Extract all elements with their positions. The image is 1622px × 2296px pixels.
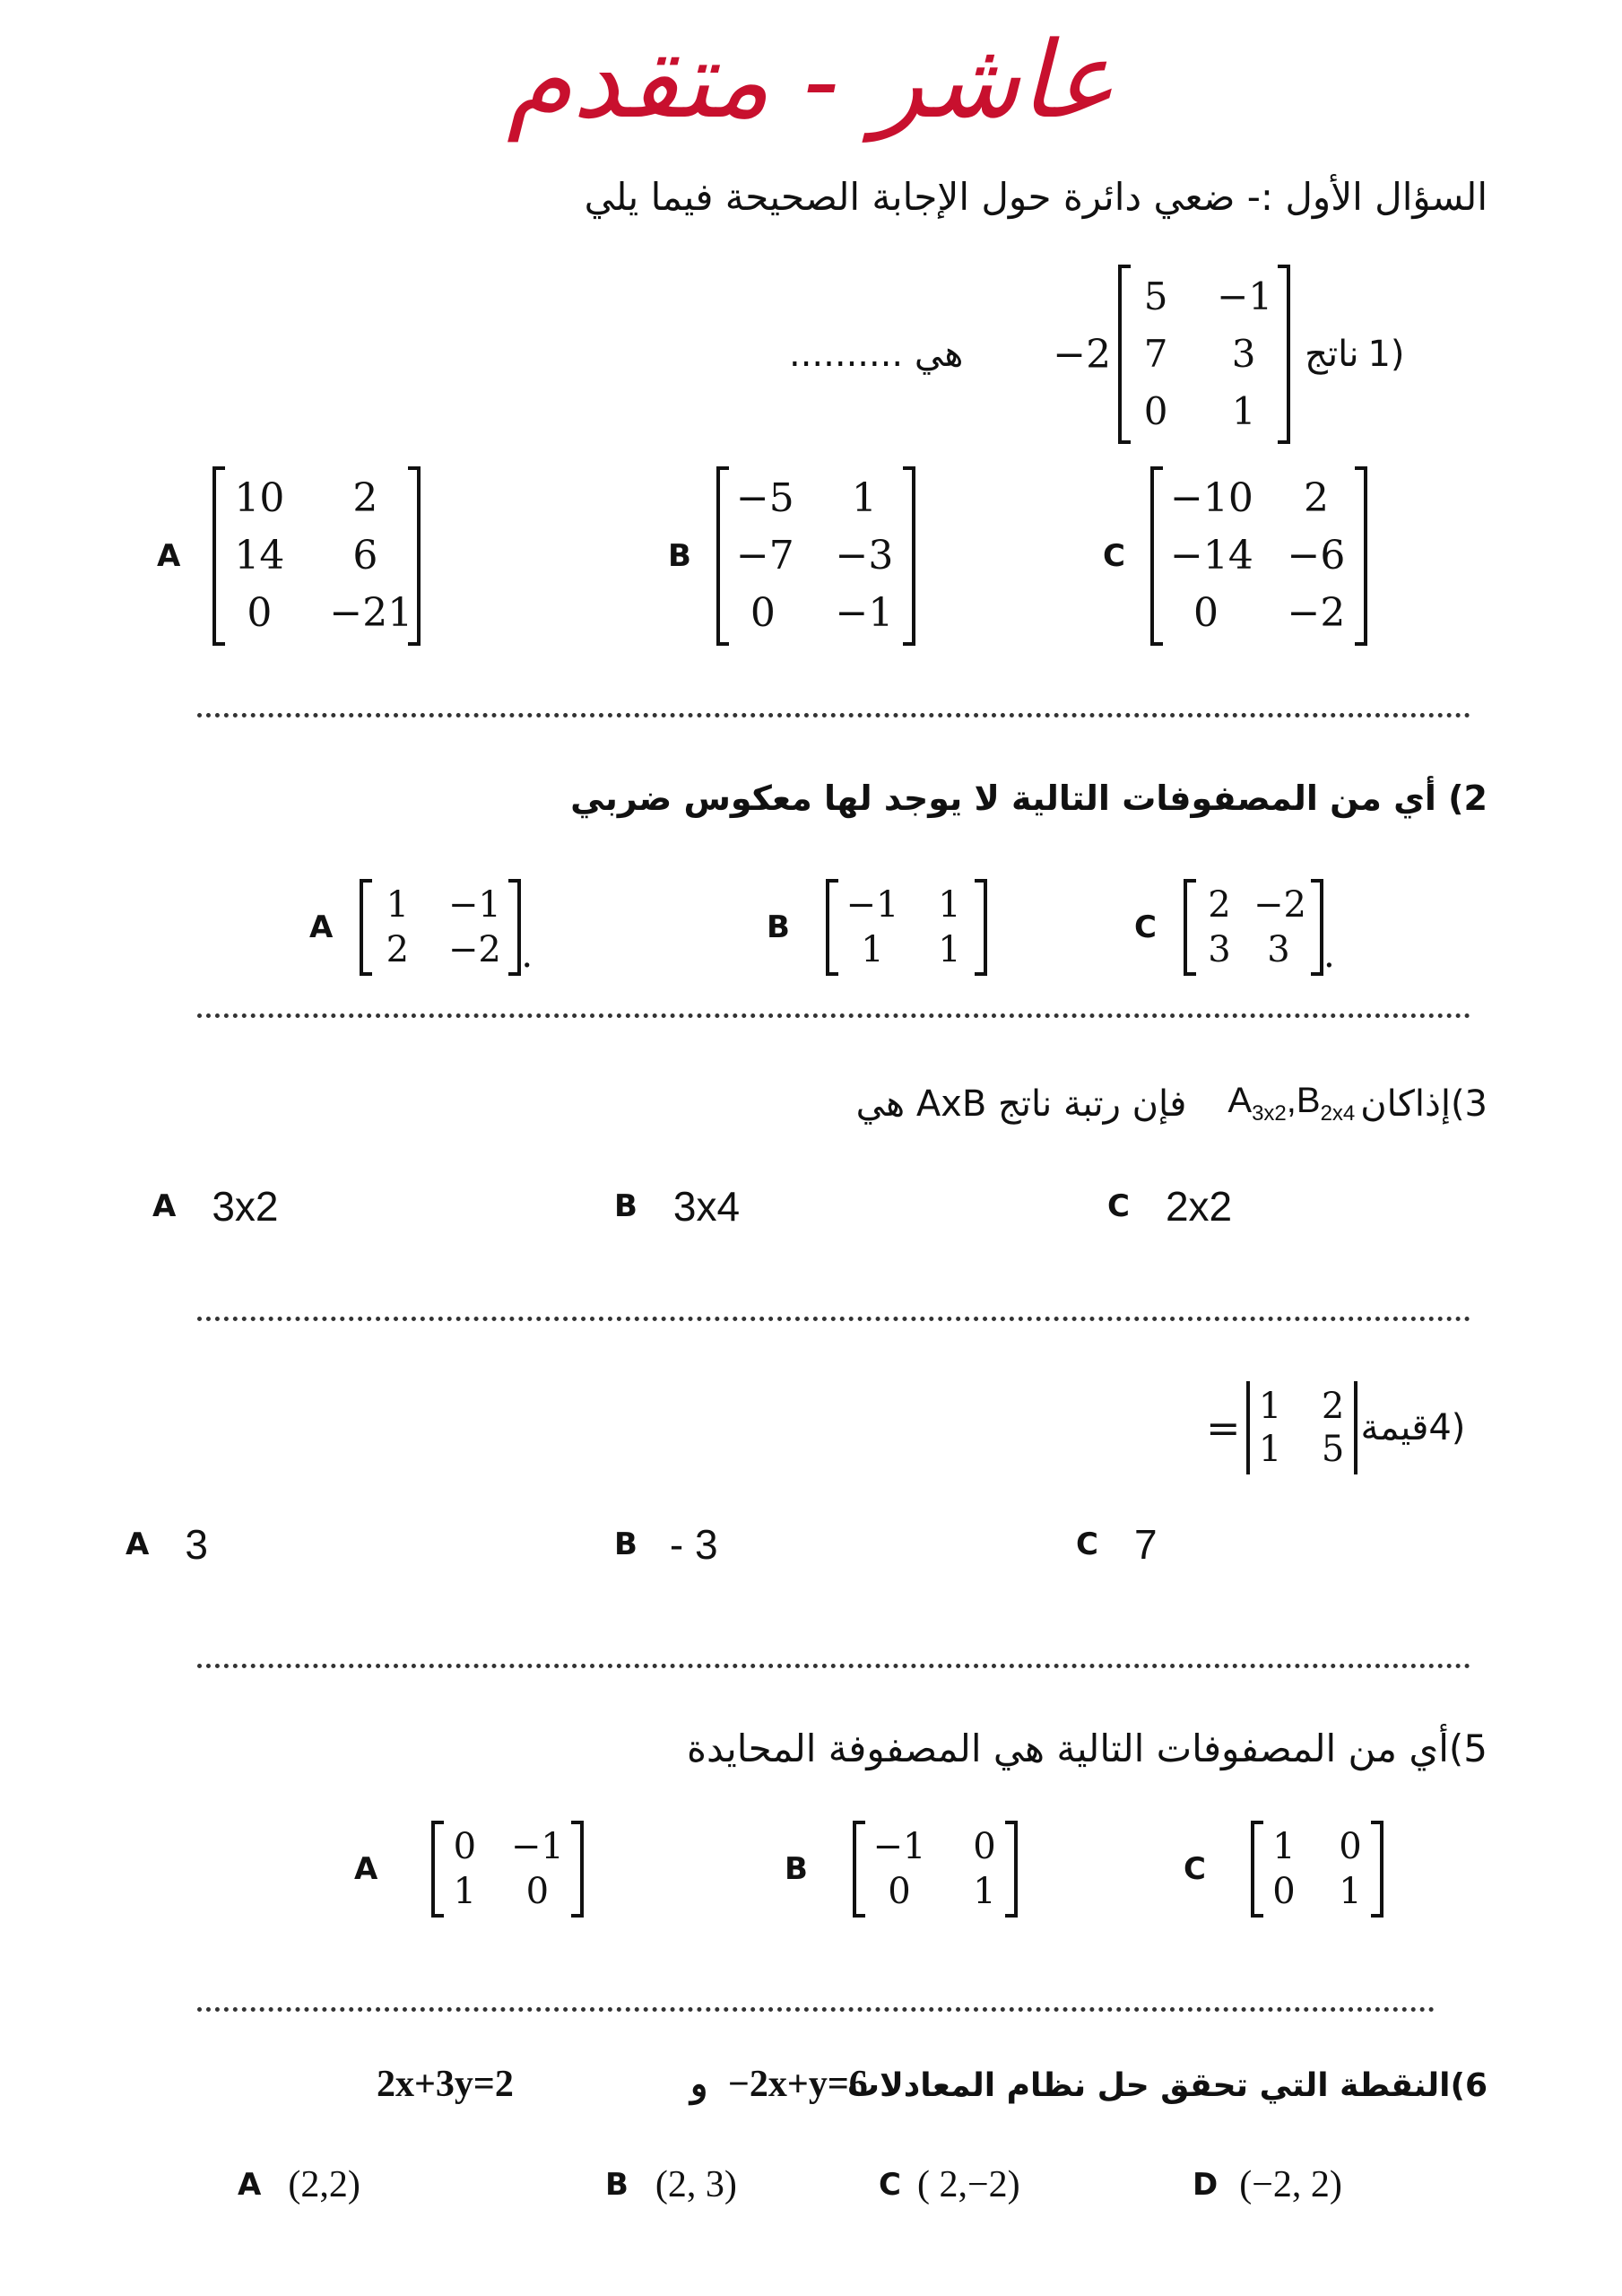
cell: 2 [1321,1386,1345,1427]
cell: 5 [1321,1429,1345,1470]
q3-prompt [856,1081,1488,1126]
cell: 1 [861,929,884,970]
q3-a: A [1227,1081,1253,1120]
q1-prompt [789,269,1405,439]
q1-m-11: 3 [1231,332,1256,376]
q2-option-a[interactable] [309,879,533,976]
q4-option-b[interactable] [614,1520,718,1569]
option-letter: B [785,1851,808,1887]
q6-option-b[interactable] [605,2163,737,2206]
option-letter: C [1076,1526,1098,1562]
option-matrix [360,879,521,976]
cell: 0 [1272,1871,1296,1912]
option-letter: A [238,2167,262,2203]
cell: 2 [352,475,378,521]
q1-option-c[interactable] [1103,466,1367,646]
cell: 1 [1258,1386,1282,1427]
option-letter: A [157,538,181,574]
q4-determinant [1246,1381,1357,1474]
q3-suffix: فإن رتبة ناتج AxB هي [855,1083,1187,1125]
q1-m-10: 7 [1143,332,1168,376]
option-matrix [826,879,987,976]
option-letter: B [668,538,691,574]
separator [197,1317,1470,1321]
q2-text: 2) أي من المصفوفات التالية لا يوجد لها معكوس ضربي [570,778,1488,818]
cell: −2 [1287,590,1346,636]
cell: 1 [453,1871,477,1912]
option-value: (2, 3) [655,2164,737,2205]
option-matrix [431,1821,584,1918]
cell: 2 [1208,884,1231,926]
cell: 2 [1303,475,1329,521]
option-letter: B [767,909,790,945]
option-value: 7 [1133,1521,1158,1568]
q3-option-a[interactable] [152,1182,279,1231]
cell: −14 [1169,533,1253,578]
cell: 1 [386,884,410,926]
option-matrix [213,466,421,646]
q6-option-d[interactable] [1193,2163,1342,2206]
cell: −5 [735,475,794,521]
q1-m-01: −1 [1217,274,1273,318]
cell: 0 [525,1871,550,1912]
cell: 0 [247,590,273,636]
q3-comma: , [1286,1081,1297,1120]
option-letter: B [614,1188,638,1224]
cell: −1 [846,884,899,926]
q3-a-sub: 3x2 [1252,1101,1287,1126]
cell: −21 [329,590,413,636]
option-matrix [1184,879,1323,976]
option-letter: B [605,2167,629,2203]
q5-option-b[interactable] [785,1821,1018,1918]
q1-option-b[interactable] [668,466,915,646]
separator [197,1013,1470,1018]
q4-prompt [1206,1381,1465,1474]
cell: 3 [1267,929,1290,970]
cell: 2 [386,929,410,970]
q5-option-c[interactable] [1184,1821,1383,1918]
option-value: 3x2 [212,1183,279,1230]
q3-b: B [1296,1081,1321,1120]
q5-text: 5)أي من المصفوفات التالية هي المصفوفة المحايدة [687,1726,1488,1770]
cell: −3 [835,533,894,578]
option-value: ( 2,−2) [916,2164,1020,2205]
cell: −2 [1253,884,1306,926]
q6-and: و [690,2063,708,2105]
q1-suffix: هي .......... [789,334,964,375]
cell: 0 [1339,1826,1362,1867]
q2-option-c[interactable] [1134,879,1335,976]
q1-prefix: ناتج [1305,334,1359,375]
separator [197,713,1470,718]
cell: 1 [851,475,877,521]
q6-text: 6)النقطة التي تحقق حل نظام المعادلات [846,2067,1488,2104]
option-matrix [1150,466,1367,646]
q1-m-21: 1 [1231,389,1256,433]
option-letter: B [614,1526,638,1562]
q3-prefix: إذاكان [1360,1083,1451,1125]
q3-dims [1227,1081,1355,1126]
cell: 1 [1339,1871,1362,1912]
cell: 1 [973,1871,996,1912]
separator [197,1664,1470,1668]
q1-m-20: 0 [1143,389,1168,433]
cell: 0 [750,590,776,636]
cell: 1 [938,929,961,970]
option-value: - 3 [669,1521,718,1568]
cell: 6 [352,533,378,578]
q4-equals: = [1206,1404,1241,1452]
cell: 1 [1272,1826,1296,1867]
cell: 10 [234,475,285,521]
cell: 0 [973,1826,996,1867]
option-letter: A [354,1851,378,1887]
q1-matrix [1118,265,1290,444]
q3-number: 3) [1450,1083,1488,1125]
cell: 0 [1193,590,1219,636]
cell: 0 [888,1871,911,1912]
option-letter: C [1184,1851,1206,1887]
option-letter: A [152,1188,177,1224]
page-title: عاشر - متقدم [507,18,1115,142]
trail-dot: . [1323,935,1335,976]
option-matrix [716,466,915,646]
q4-prefix: قيمة [1360,1407,1429,1448]
option-letter: C [1103,538,1125,574]
q6-option-a[interactable] [238,2163,360,2206]
option-letter: D [1193,2167,1219,2203]
q3-b-sub: 2x4 [1320,1101,1356,1126]
option-value: 3 [185,1521,208,1568]
cell: −2 [447,929,501,970]
option-letter: C [879,2167,901,2203]
instruction-text: السؤال الأول :- ضعي دائرة حول الإجابة الصحيحة فيما يلي [584,175,1488,219]
option-value: (2,2) [288,2164,360,2205]
cell: 3 [1208,929,1231,970]
cell: −1 [447,884,501,926]
cell: −10 [1169,475,1253,521]
option-value: (−2, 2) [1239,2164,1342,2205]
option-letter: A [309,909,334,945]
cell: −7 [735,533,794,578]
cell: 14 [234,533,285,578]
q1-number: 1) [1367,334,1405,375]
q3-option-c[interactable] [1107,1182,1232,1231]
cell: −1 [872,1826,926,1867]
cell: −1 [835,590,894,636]
option-letter: C [1107,1188,1130,1224]
q6-option-c[interactable] [879,2163,1020,2206]
option-value: 3x4 [672,1183,741,1230]
cell: 0 [453,1826,477,1867]
separator [197,2007,1435,2012]
cell: 1 [1258,1429,1282,1470]
q6-eq1: −2x+y=6 [728,2064,868,2105]
trail-dot: . [521,935,533,976]
q1-option-a[interactable] [157,466,421,646]
option-matrix [1251,1821,1383,1918]
q1-m-00: 5 [1143,274,1168,318]
q4-option-c[interactable] [1076,1520,1158,1569]
q4-option-a[interactable] [126,1520,208,1569]
cell: −1 [510,1826,564,1867]
q2-option-b[interactable] [767,879,987,976]
option-value: 2x2 [1165,1183,1233,1230]
option-matrix [853,1821,1018,1918]
option-letter: A [126,1526,150,1562]
q6-eq2: 2x+3y=2 [377,2064,514,2105]
option-letter: C [1134,909,1157,945]
q4-number: 4) [1428,1407,1466,1448]
q1-scalar: −2 [1053,331,1112,378]
q5-option-a[interactable] [354,1821,584,1918]
cell: −6 [1287,533,1346,578]
cell: 1 [938,884,961,926]
q3-option-b[interactable] [614,1182,740,1231]
